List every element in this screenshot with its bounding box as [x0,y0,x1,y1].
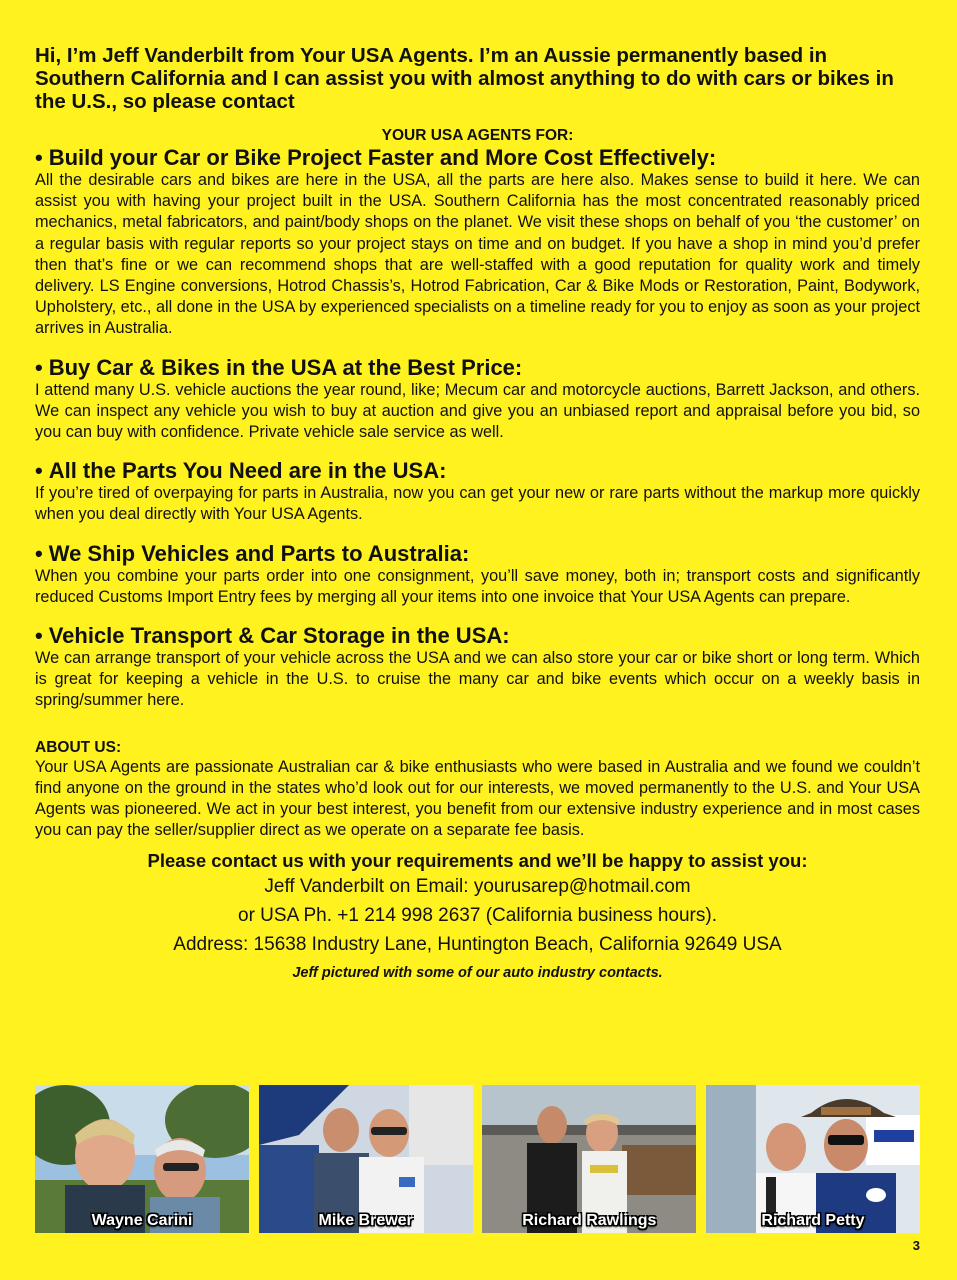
photo-label: Richard Petty [761,1212,865,1229]
page-number: 3 [912,1238,920,1253]
section-title-text: Buy Car & Bikes in the USA at the Best Price: [48,354,523,380]
photo-label: Wayne Carini [91,1212,193,1229]
photo-caption: Jeff pictured with some of our auto industry contacts. [292,965,663,982]
section-title-text: Vehicle Transport & Car Storage in the USA: [48,623,510,649]
section-title [35,541,920,566]
photo-image [259,1085,473,1233]
about-body: Your USA Agents are passionate Australian car & bike enthusiasts who were based in Australia and we found we couldn’t find anyone on the ground in the states who’d look out for our interests, we moved permanently to the U.S. and Your USA Agents was pioneered. We act in your best interest, you benefit from our extensive industry experience and in most cases you can pay the seller/supplier direct as we operate on a separate fee basis. [35,757,920,840]
bullet: • [35,623,43,649]
contact-phone-line: or USA Ph. +1 214 998 2637 (California business hours). [238,905,717,927]
section-body: All the desirable cars and bikes are here in the USA, all the parts are here also. Makes sense to build it here. We can assist you with having your project built in the USA. Southern California has the most concentrated reasonably priced mechanics, metal fabricators, and paint/body shops on the planet. We visit these shops on behalf of you ‘the customer’ on a regular basis with regular reports so your project stays on time and on budget. If you have a shop in mind you’d prefer then that’s fine or we can recommend shops that are well-staffed with a good reputation for quality work and timely delivery. LS Engine conversions, Hotrod Chassis’s, Hotrod Fabrication, Car & Bike Mods or Restoration, Paint, Bodywork, Upholstery, etc., all done in the USA by experienced specialists on a timeline ready for you to enjoy as soon as your project arrives in Australia. [35,171,920,338]
intro-paragraph: Hi, I’m Jeff Vanderbilt from Your USA Agents. I’m an Aussie permanently based in Southern California and I can assist you with almost anything to do with cars or bikes in the U.S., so please contact [35,44,894,113]
section-title-text: All the Parts You Need are in the USA: [48,458,447,484]
section-build-project [35,145,920,340]
section-body: When you combine your parts order into one consignment, you’ll save money, both in; transport costs and significantly reduced Customs Import Entry fees by merging all your items into one invoice that Your USA Agents can prepare. [35,566,920,606]
page-content [35,44,920,982]
photo-richard-petty [706,1085,920,1233]
bullet: • [35,458,43,484]
about-heading: ABOUT US: [35,738,122,756]
section-title-text: Build your Car or Bike Project Faster and More Cost Effectively: [48,145,717,170]
bullet: • [35,540,43,566]
photo-image [706,1085,920,1233]
bullet: • [35,354,43,380]
contact-address-line: Address: 15638 Industry Lane, Huntington Beach, California 92649 USA [173,934,782,956]
photo-image [35,1085,249,1233]
section-body: If you’re tired of overpaying for parts in Australia, now you can get your new or rare parts without the markup more quickly when you deal directly with Your USA Agents. [35,484,920,524]
section-title [35,623,920,648]
section-body: I attend many U.S. vehicle auctions the year round, like; Mecum car and motorcycle auctions, Barrett Jackson, and others. We can inspect any vehicle you wish to buy at auction and give you an unbiased report and appraisal before you bid, so you can buy with confidence. Private vehicle sale service as well. [35,380,920,442]
section-parts [35,458,920,525]
section-transport-storage [35,623,920,712]
section-body: We can arrange transport of your vehicle across the USA and we can also store your car or bike short or long term. Which is great for keeping a vehicle in the U.S. to cruise the many car and bike events which occur on a weekly basis in spring/summer here. [35,649,920,710]
services-heading: YOUR USA AGENTS FOR: [381,127,574,144]
section-title [35,145,920,170]
section-title [35,355,920,380]
photo-label: Richard Rawlings [522,1212,657,1229]
section-shipping [35,541,920,608]
bullet: • [35,145,43,170]
section-title [35,458,920,483]
contact-heading: Please contact us with your requirements and we’ll be happy to assist you: [147,850,808,872]
photo-label: Mike Brewer [318,1212,413,1229]
photo-strip [35,1085,920,1233]
photo-mike-brewer [259,1085,473,1233]
section-buy-cars [35,355,920,444]
photo-wayne-carini [35,1085,249,1233]
contact-email-line: Jeff Vanderbilt on Email: yourusarep@hotmail.com [264,876,691,898]
section-title-text: We Ship Vehicles and Parts to Australia: [48,540,470,566]
photo-image [482,1085,696,1233]
photo-richard-rawlings [482,1085,696,1233]
